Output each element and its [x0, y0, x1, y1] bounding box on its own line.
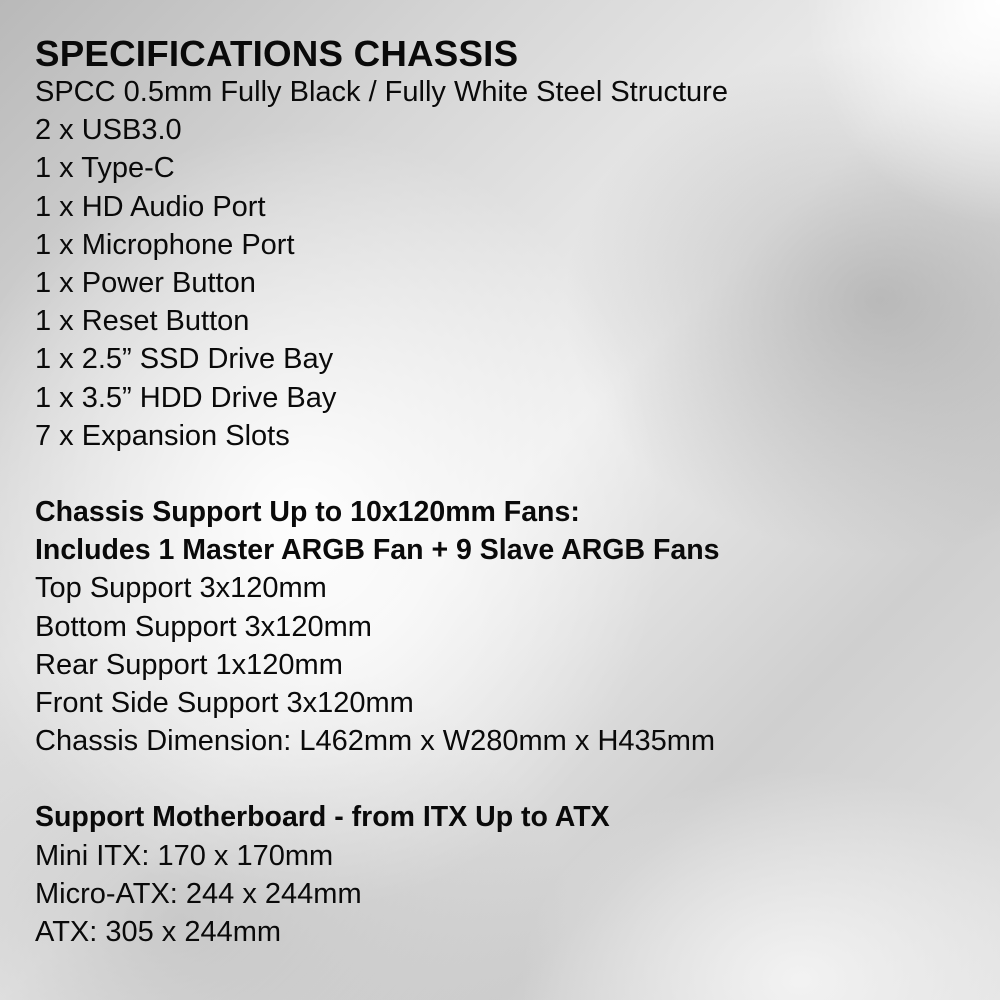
spec-front-side-support: Front Side Support 3x120mm: [35, 687, 414, 720]
fan-includes-heading: Includes 1 Master ARGB Fan + 9 Slave ARGB Fans: [35, 534, 720, 567]
spec-bottom-support: Bottom Support 3x120mm: [35, 610, 372, 643]
spec-ssd-bay: 1 x 2.5” SSD Drive Bay: [35, 343, 334, 376]
spec-chassis-dimension: Chassis Dimension: L462mm x W280mm x H435mm: [35, 725, 716, 758]
spec-expansion-slots: 7 x Expansion Slots: [35, 419, 290, 452]
spec-hdd-bay: 1 x 3.5” HDD Drive Bay: [35, 381, 337, 414]
spec-usb3: 2 x USB3.0: [35, 114, 182, 147]
fan-support-section: [35, 493, 975, 760]
spec-type-c: 1 x Type-C: [35, 152, 175, 185]
spec-atx: ATX: 305 x 244mm: [35, 916, 282, 949]
page-title: SPECIFICATIONS CHASSIS: [35, 33, 519, 74]
spec-steel-structure: SPCC 0.5mm Fully Black / Fully White Steel Structure: [35, 76, 728, 108]
fan-support-heading: Chassis Support Up to 10x120mm Fans:: [35, 496, 580, 529]
motherboard-section: [35, 798, 975, 951]
spec-rear-support: Rear Support 1x120mm: [35, 648, 343, 681]
general-specs-list: [35, 73, 975, 455]
spec-mini-itx: Mini ITX: 170 x 170mm: [35, 839, 334, 872]
motherboard-heading: Support Motherboard - from ITX Up to ATX: [35, 801, 610, 834]
spec-power-button: 1 x Power Button: [35, 267, 256, 300]
spec-sheet: [35, 35, 975, 951]
spec-top-support: Top Support 3x120mm: [35, 572, 327, 605]
spec-microphone: 1 x Microphone Port: [35, 228, 295, 261]
spec-hd-audio: 1 x HD Audio Port: [35, 190, 266, 223]
section-spacer: [35, 760, 975, 798]
section-spacer: [35, 455, 975, 493]
spec-micro-atx: Micro-ATX: 244 x 244mm: [35, 877, 362, 910]
spec-reset-button: 1 x Reset Button: [35, 305, 250, 338]
